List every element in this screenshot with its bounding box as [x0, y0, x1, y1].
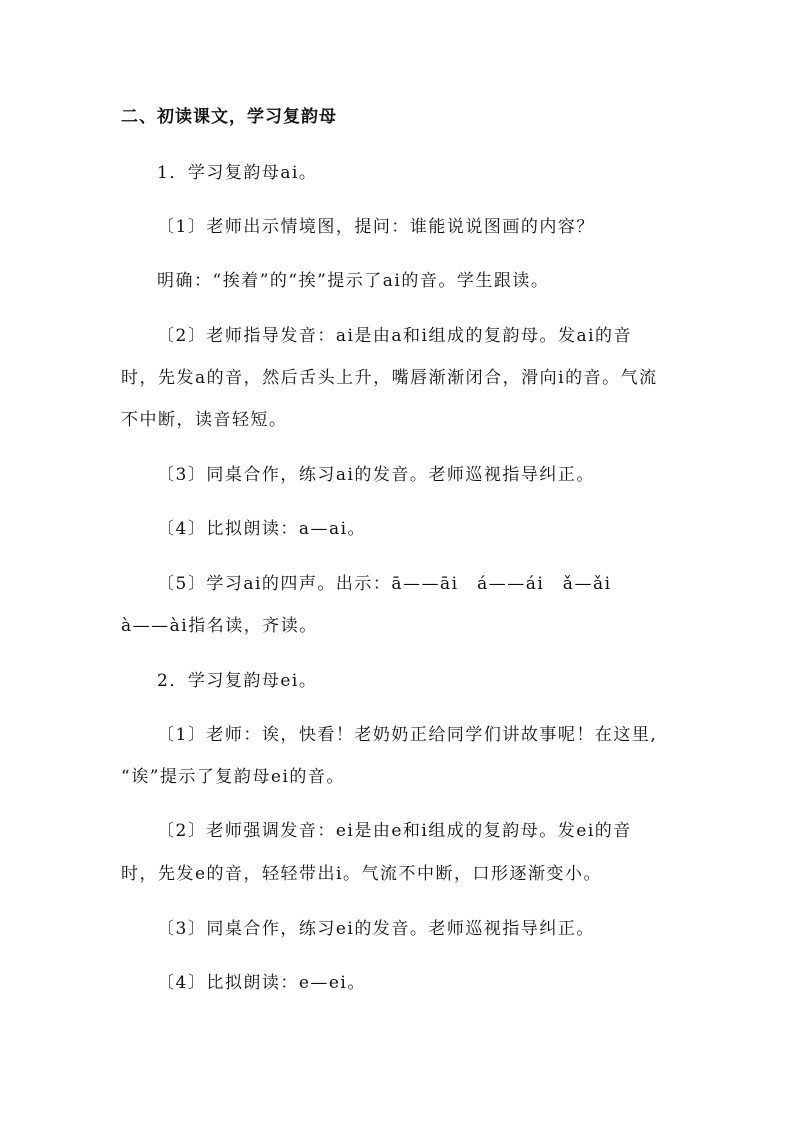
paragraph-line: 〔3〕同桌合作，练习ai的发音。老师巡视指导纠正。 — [157, 465, 595, 485]
paragraph-line: à——ài指名读，齐读。 — [121, 616, 318, 636]
paragraph-line: “诶”提示了复韵母ei的音。 — [121, 767, 345, 787]
paragraph-line: 不中断，读音轻短。 — [121, 410, 288, 430]
paragraph-line: 〔4〕比拟朗读：e—ei。 — [157, 973, 366, 993]
item-heading-ai: 1．学习复韵母ai。 — [157, 163, 318, 183]
item-heading-ei: 2．学习复韵母ei。 — [157, 671, 318, 691]
paragraph-line: 〔1〕老师出示情境图，提问：谁能说说图画的内容？ — [157, 217, 595, 237]
paragraph-line: 〔2〕老师强调发音：ei是由e和i组成的复韵母。发ei的音 — [157, 821, 632, 841]
paragraph-line: 明确：“挨着”的“挨”提示了ai的音。学生跟读。 — [157, 271, 550, 291]
paragraph-line: 时，先发a的音，然后舌头上升，嘴唇渐渐闭合，滑向i的音。气流 — [121, 368, 658, 388]
paragraph-line: 〔1〕老师：诶，快看！老奶奶正给同学们讲故事呢！在这里, — [157, 725, 658, 745]
paragraph-line: 〔5〕学习ai的四声。出示：ā——āi á——ái ǎ—ǎi — [157, 574, 612, 594]
paragraph-line: 时，先发e的音，轻轻带出i。气流不中断，口形逐渐变小。 — [121, 864, 602, 884]
paragraph-line: 〔2〕老师指导发音：ai是由a和i组成的复韵母。发ai的音 — [157, 326, 633, 346]
paragraph-line: 〔3〕同桌合作，练习ei的发音。老师巡视指导纠正。 — [157, 919, 595, 939]
paragraph-line: 〔4〕比拟朗读：a—ai。 — [157, 519, 367, 539]
section-heading: 二、初读课文，学习复韵母 — [121, 107, 337, 127]
